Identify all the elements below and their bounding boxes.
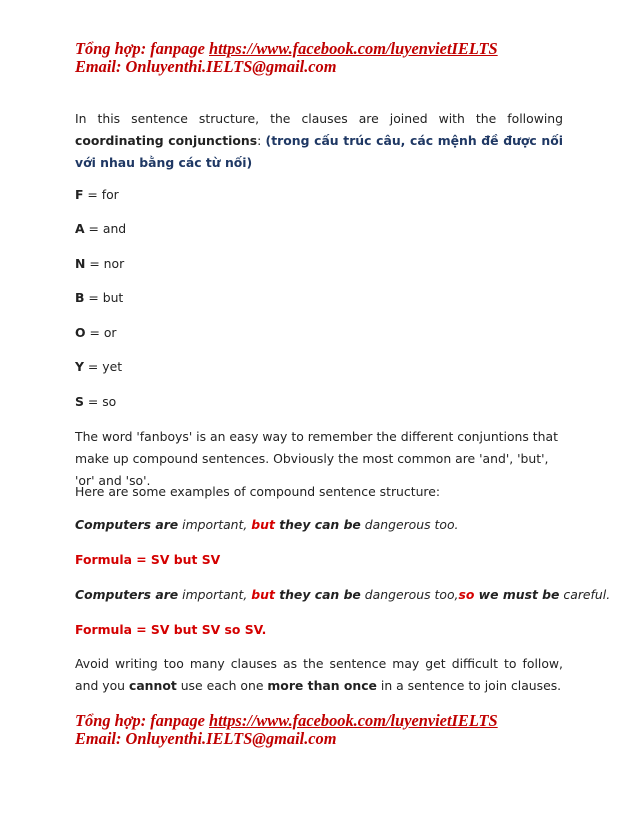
advice-paragraph <box>75 653 563 697</box>
fanboys-word: so <box>102 394 117 409</box>
intro-bold-term: coordinating conjunctions <box>75 133 258 148</box>
page-footer <box>75 712 498 748</box>
examples-intro: Here are some examples of compound sentence structure: <box>75 484 441 499</box>
fanboys-item-y <box>75 356 563 378</box>
example-subject-verb: we must be <box>474 587 560 602</box>
fanboys-word: or <box>103 325 117 340</box>
fanboys-item-n <box>75 253 563 275</box>
fanboys-word: but <box>102 290 124 305</box>
example-conjunction: so <box>458 587 475 602</box>
header-fanpage-link[interactable]: https://www.facebook.com/luyenvietIELTS <box>209 39 498 58</box>
fanboys-letter: O <box>75 325 86 340</box>
fanboys-equals: = <box>84 290 103 305</box>
example-text: dangerous too, <box>360 587 459 602</box>
fanboys-word: for <box>101 187 119 202</box>
example-conjunction: but <box>251 517 275 532</box>
fanboys-letter: N <box>75 256 86 271</box>
fanboys-letter: S <box>75 394 84 409</box>
fanboys-letter: F <box>75 187 84 202</box>
footer-line-1 <box>75 712 498 730</box>
header-line-1 <box>75 40 498 58</box>
fanboys-item-o <box>75 322 563 344</box>
example-sentence-2 <box>75 584 611 606</box>
fanboys-equals: = <box>85 325 104 340</box>
example-subject-verb: they can be <box>274 517 361 532</box>
intro-text: In this sentence structure, the clauses are joined with the following <box>75 111 563 126</box>
fanboys-word: and <box>102 221 127 236</box>
fanboys-explanation: The word 'fanboys' is an easy way to remember the different conjuntions that make up compound sentences. Obviously the most common are 'and', 'but', 'or' and 'so'. <box>75 429 558 488</box>
fanboys-equals: = <box>85 256 104 271</box>
fanboys-item-a <box>75 218 563 240</box>
example-conjunction: but <box>251 587 275 602</box>
fanboys-item-s <box>75 391 563 413</box>
advice-bold: more than once <box>267 678 377 693</box>
fanboys-word: nor <box>103 256 125 271</box>
fanboys-equals: = <box>84 221 103 236</box>
fanboys-equals: = <box>83 359 103 374</box>
intro-paragraph <box>75 108 563 174</box>
intro-colon: : <box>257 133 266 148</box>
fanboys-word: yet <box>102 359 123 374</box>
example-sentence-1 <box>75 514 563 536</box>
header-email: Email: Onluyenthi.IELTS@gmail.com <box>75 57 337 76</box>
fanboys-item-f <box>75 184 563 206</box>
advice-bold: cannot <box>128 678 177 693</box>
footer-fanpage-link[interactable]: https://www.facebook.com/luyenvietIELTS <box>209 711 498 730</box>
page-header <box>75 40 498 76</box>
fanboys-item-b <box>75 287 563 309</box>
fanboys-letter: Y <box>75 359 84 374</box>
advice-text: in a sentence to join clauses. <box>376 678 562 693</box>
example-text: important, <box>178 587 252 602</box>
fanboys-letter: A <box>75 221 85 236</box>
footer-prefix: Tổng hợp: fanpage <box>75 711 210 730</box>
fanboys-letter: B <box>75 290 85 305</box>
formula-1: Formula = SV but SV <box>75 552 221 567</box>
advice-text: use each one <box>176 678 268 693</box>
example-subject-verb: they can be <box>274 587 361 602</box>
example-text: dangerous too. <box>360 517 459 532</box>
fanboys-equals: = <box>83 394 103 409</box>
example-subject-verb: Computers are <box>75 587 179 602</box>
advice-text: Avoid writing too many clauses as the sentence may get difficult to follow, and you <box>75 656 563 693</box>
header-prefix: Tổng hợp: fanpage <box>75 39 210 58</box>
formula-2: Formula = SV but SV so SV. <box>75 622 267 637</box>
fanboys-equals: = <box>83 187 102 202</box>
footer-email: Email: Onluyenthi.IELTS@gmail.com <box>75 729 337 748</box>
example-text: important, <box>178 517 252 532</box>
example-subject-verb: Computers are <box>75 517 179 532</box>
example-text: careful. <box>559 587 611 602</box>
intro-vietnamese-translation: (trong cấu trúc câu, các mệnh đề được nối với nhau bằng các từ nối) <box>75 133 564 170</box>
